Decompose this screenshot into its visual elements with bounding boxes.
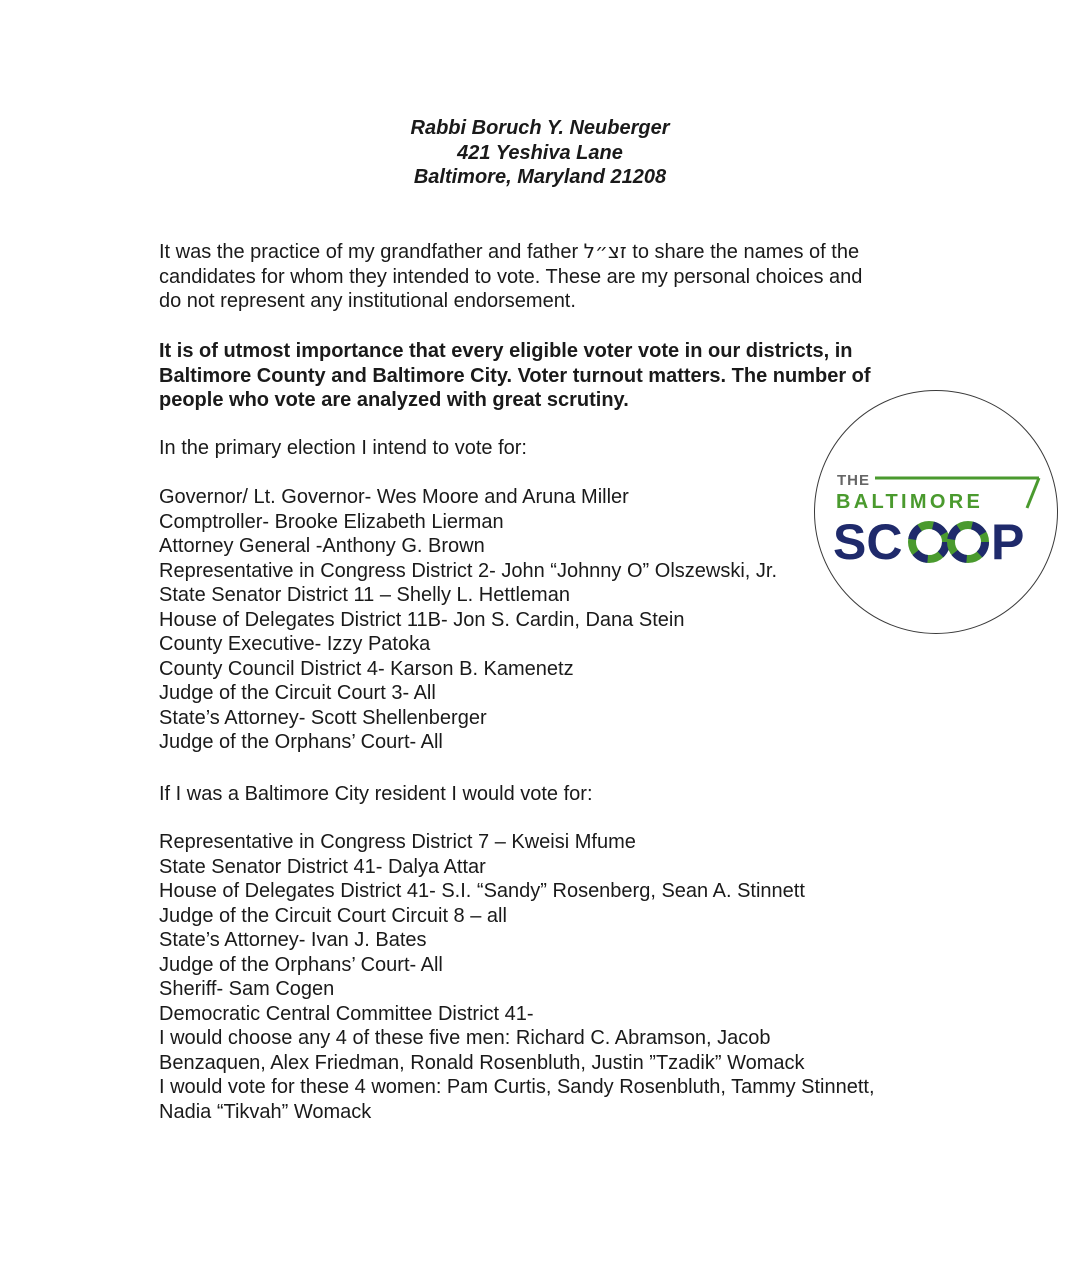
- emphasis-line: It is of utmost importance that every eligible voter vote in our districts, in: [159, 340, 853, 362]
- city-address: Baltimore, Maryland 21208: [413, 166, 667, 188]
- list-item: Sheriff- Sam Cogen: [159, 978, 335, 1000]
- list-item: County Council District 4- Karson B. Kamenetz: [159, 657, 574, 680]
- list-item: Representative in Congress District 7 – Kweisi Mfume: [159, 831, 636, 853]
- list-item: Representative in Congress District 2- John “Johnny O” Olszewski, Jr.: [159, 559, 777, 582]
- list-item: State Senator District 11 – Shelly L. Hettleman: [159, 584, 570, 606]
- street-address: 421 Yeshiva Lane: [457, 141, 623, 164]
- list-item: Benzaquen, Alex Friedman, Ronald Rosenbluth, Justin ”Tzadik” Womack: [159, 1051, 805, 1074]
- list-item: Attorney General -Anthony G. Brown: [159, 535, 485, 557]
- list-item: I would vote for these 4 women: Pam Curtis, Sandy Rosenbluth, Tammy Stinnett,: [159, 1076, 875, 1098]
- intro-text-before: It was the practice of my grandfather and father: [159, 241, 584, 263]
- logo-baltimore-text: BALTIMORE: [836, 491, 984, 513]
- city-heading: If I was a Baltimore City resident I would vote for:: [159, 783, 593, 805]
- list-item: House of Delegates District 11B- Jon S. Cardin, Dana Stein: [159, 608, 685, 631]
- primary-heading: In the primary election I intend to vote for:: [159, 437, 527, 459]
- emphasis-paragraph: [159, 339, 929, 413]
- list-item: Comptroller- Brooke Elizabeth Lierman: [159, 510, 504, 533]
- intro-paragraph: [159, 239, 929, 314]
- logo-graphic: [815, 391, 1059, 635]
- list-item: Judge of the Circuit Court 3- All: [159, 682, 436, 704]
- logo-p-text: P: [991, 514, 1025, 570]
- logo-the-text: THE: [837, 472, 870, 489]
- list-item: State’s Attorney- Ivan J. Bates: [159, 929, 427, 951]
- intro-line-2: candidates for whom they intended to vote. These are my personal choices and: [159, 265, 863, 288]
- list-item: Judge of the Orphans’ Court- All: [159, 731, 443, 753]
- city-choices-list: [159, 830, 929, 1124]
- list-item: I would choose any 4 of these five men: Richard C. Abramson, Jacob: [159, 1027, 771, 1049]
- list-item: Judge of the Orphans’ Court- All: [159, 953, 443, 976]
- emphasis-line: people who vote are analyzed with great scrutiny.: [159, 389, 629, 411]
- list-item: State’s Attorney- Scott Shellenberger: [159, 706, 487, 729]
- list-item: Nadia “Tikvah” Womack: [159, 1100, 372, 1123]
- logo-sc-text: SC: [833, 514, 903, 570]
- author-name: Rabbi Boruch Y. Neuberger: [410, 117, 670, 139]
- intro-line-3: do not represent any institutional endorsement.: [159, 290, 576, 312]
- logo-o-ring-2: [951, 525, 985, 559]
- logo-swoosh-end: [1027, 478, 1039, 508]
- list-item: Governor/ Lt. Governor- Wes Moore and Aruna Miller: [159, 486, 629, 508]
- intro-text-after: to share the names of the: [626, 241, 860, 263]
- list-item: Judge of the Circuit Court Circuit 8 – all: [159, 904, 507, 927]
- list-item: State Senator District 41- Dalya Attar: [159, 855, 486, 878]
- list-item: Democratic Central Committee District 41-: [159, 1002, 534, 1025]
- list-item: County Executive- Izzy Patoka: [159, 633, 431, 655]
- logo-o-ring-1: [912, 525, 946, 559]
- hebrew-honorific: זצ״ל: [583, 239, 627, 263]
- intro-line-1: [159, 239, 929, 265]
- list-item: House of Delegates District 41- S.I. “Sandy” Rosenberg, Sean A. Stinnett: [159, 880, 805, 902]
- county-choices-list: [159, 485, 929, 755]
- emphasis-line: Baltimore County and Baltimore City. Voter turnout matters. The number of: [159, 364, 871, 387]
- baltimore-scoop-logo: [814, 390, 1058, 634]
- letter-header: [0, 116, 1080, 190]
